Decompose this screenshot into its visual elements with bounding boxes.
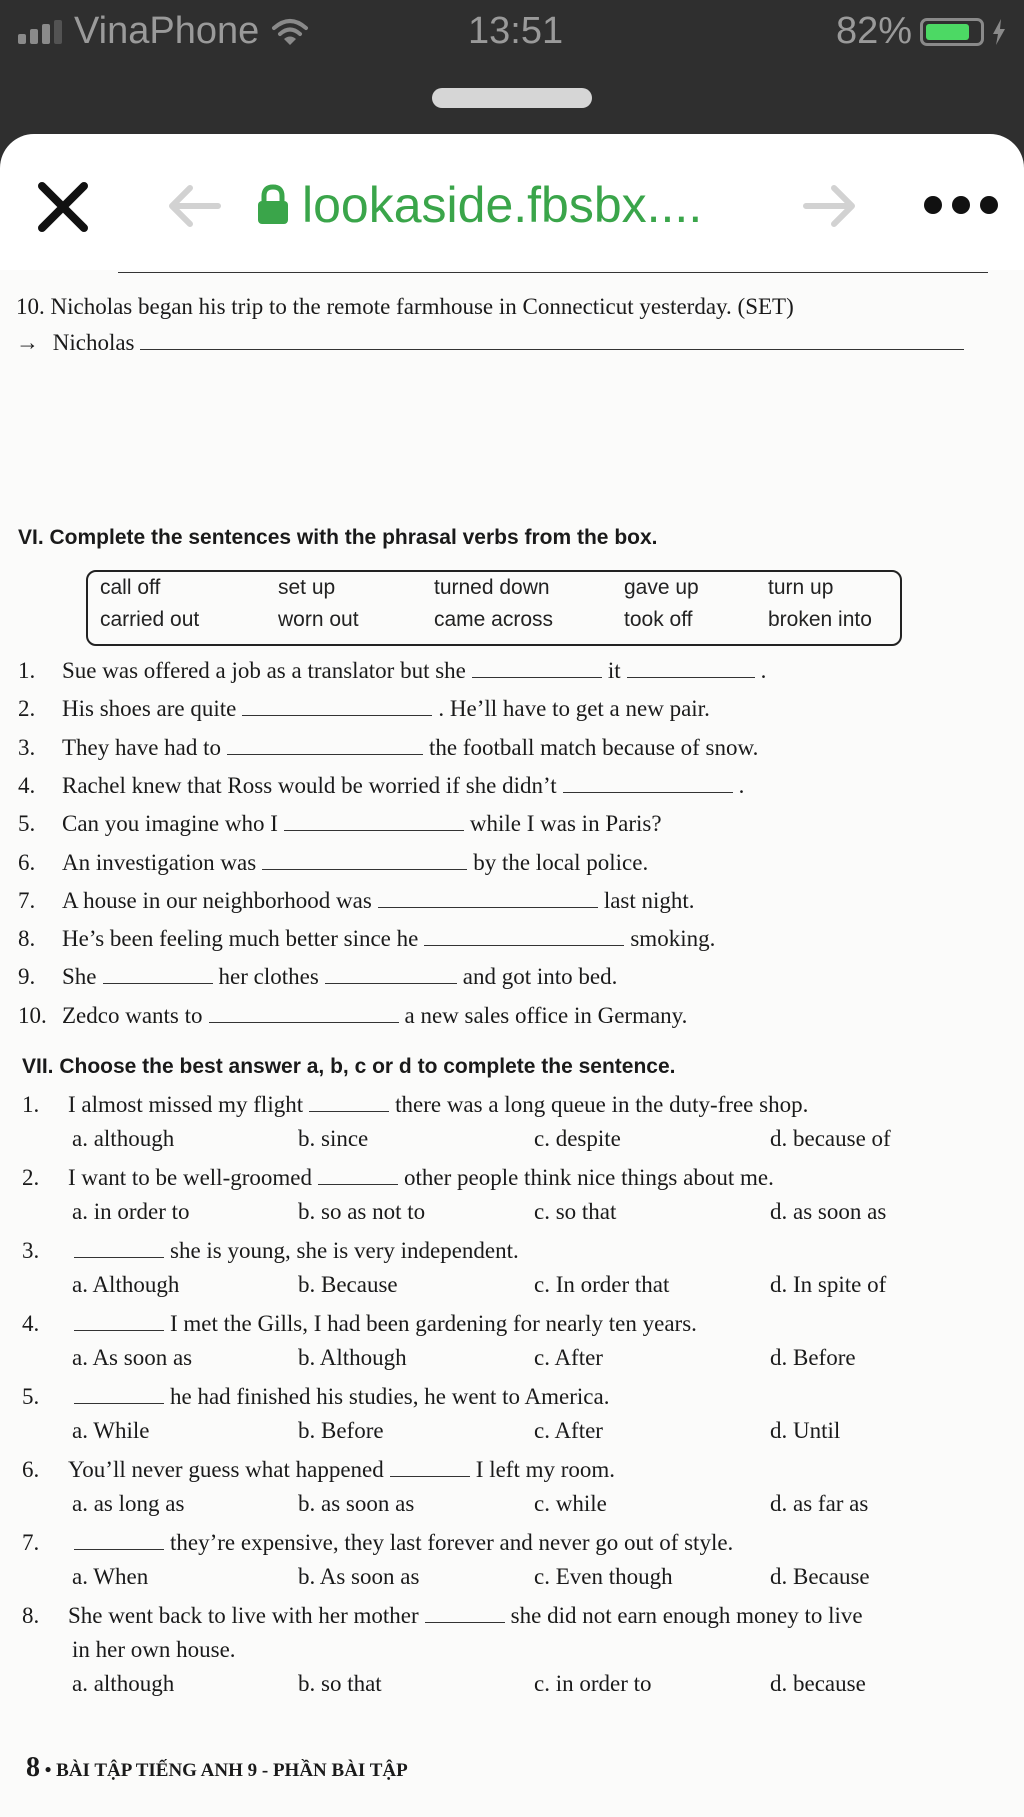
exercise-item: [18, 926, 715, 952]
answer-option[interactable]: c. After: [534, 1345, 603, 1370]
answer-option[interactable]: b. Although: [298, 1345, 407, 1370]
item-number: 4.: [18, 772, 36, 798]
sheet-drag-handle[interactable]: [432, 88, 592, 108]
answer-blank[interactable]: [563, 774, 733, 793]
item-text: His shoes are quite: [62, 696, 237, 722]
question-number: 6.: [22, 1457, 40, 1482]
item-number: 5.: [18, 811, 36, 837]
answer-option[interactable]: b. Because: [298, 1272, 398, 1297]
answer-option[interactable]: b. As soon as: [298, 1564, 420, 1589]
section5-item10: [16, 294, 794, 320]
answer-blank[interactable]: [262, 851, 467, 870]
item-text: her clothes: [218, 964, 319, 990]
item-number: 3.: [18, 734, 36, 760]
status-bar: [0, 0, 1024, 68]
question-text: I left my room.: [475, 1457, 616, 1482]
item-text: Rachel knew that Ross would be worried if she didn’t: [62, 772, 557, 798]
page-footer: [26, 1752, 408, 1784]
answer-blank[interactable]: [424, 927, 624, 946]
answer-option[interactable]: b. Before: [298, 1418, 384, 1443]
box-word: set up: [278, 576, 336, 599]
item-text: She: [62, 964, 97, 990]
item-number: 10.: [18, 1002, 47, 1028]
answer-option[interactable]: a. As soon as: [72, 1345, 193, 1370]
carrier-name: VinaPhone: [74, 10, 260, 52]
box-word: broken into: [768, 608, 872, 631]
question-number: 3.: [22, 1238, 40, 1263]
answer-option[interactable]: a. When: [72, 1564, 149, 1589]
question-text: she is young, she is very independent.: [170, 1238, 519, 1263]
question-continuation: in her own house.: [72, 1637, 236, 1662]
previous-answer-line: [118, 272, 988, 273]
question-text: You’ll never guess what happened: [68, 1457, 384, 1482]
answer-option[interactable]: a. as long as: [72, 1491, 185, 1516]
item-text: smoking.: [630, 926, 716, 952]
answer-option[interactable]: d. Because: [770, 1564, 870, 1589]
question-stem: [22, 1165, 774, 1191]
item-text: . He’ll have to get a new pair.: [438, 696, 710, 722]
url-text: lookaside.fbsbx....: [302, 177, 703, 233]
page-number: 8: [26, 1752, 40, 1783]
question-stem: [22, 1530, 733, 1556]
answer-option[interactable]: a. Although: [72, 1272, 180, 1297]
answer-option[interactable]: c. while: [534, 1491, 607, 1516]
box-word: call off: [100, 576, 161, 599]
answer-blank[interactable]: [74, 1312, 164, 1331]
answer-option[interactable]: b. so that: [298, 1671, 382, 1696]
box-word: carried out: [100, 608, 200, 631]
question-text: other people think nice things about me.: [403, 1165, 774, 1190]
answer-blank[interactable]: [627, 659, 755, 678]
answer-blank[interactable]: [74, 1239, 164, 1258]
answer-blank[interactable]: [242, 697, 432, 716]
answer-blank[interactable]: [318, 1166, 398, 1185]
answer-blank[interactable]: [74, 1531, 164, 1550]
more-options-icon[interactable]: [924, 196, 998, 214]
battery-group: [836, 10, 1006, 53]
question-text: there was a long queue in the duty-free shop.: [395, 1092, 809, 1117]
question-number: 8.: [22, 1603, 40, 1628]
answer-blank[interactable]: [284, 812, 464, 831]
item-number: 9.: [18, 964, 36, 990]
item-text: last night.: [603, 887, 695, 913]
answer-option[interactable]: d. because: [770, 1671, 866, 1696]
status-time: 13:51: [468, 10, 564, 52]
question-stem: [22, 1603, 863, 1629]
item-text: it: [607, 658, 621, 683]
item-text: Can you imagine who I: [62, 811, 278, 837]
question-number: 2.: [22, 1165, 40, 1190]
item-text: He’s been feeling much better since he: [62, 926, 419, 952]
answer-option[interactable]: c. In order that: [534, 1272, 670, 1297]
item-number: 6.: [18, 849, 36, 875]
exercise-item: [18, 658, 766, 684]
question-stem: [22, 1311, 697, 1337]
item-text: by the local police.: [473, 849, 649, 875]
url-display[interactable]: [256, 172, 702, 238]
forward-arrow-icon[interactable]: [800, 176, 862, 236]
phrasal-verb-box: [86, 570, 902, 646]
footer-bullet: •: [44, 1760, 52, 1781]
lock-icon: [256, 184, 290, 226]
question-text: she did not earn enough money to live: [510, 1603, 863, 1628]
box-word: worn out: [278, 608, 359, 631]
book-title: BÀI TẬP TIẾNG ANH 9 - PHẦN BÀI TẬP: [56, 1760, 408, 1781]
item-text: A house in our neighborhood was: [62, 887, 372, 913]
exercise-item: [18, 1003, 687, 1029]
item-text: They have had to: [62, 734, 222, 760]
item-number: 10.: [16, 294, 45, 319]
answer-option[interactable]: a. although: [72, 1126, 175, 1151]
back-arrow-icon[interactable]: [162, 176, 224, 236]
answer-blank[interactable]: [472, 659, 602, 678]
answer-option[interactable]: c. After: [534, 1418, 603, 1443]
question-number: 4.: [22, 1311, 40, 1336]
section7-heading: VII. Choose the best answer a, b, c or d to complete the sentence.: [22, 1055, 676, 1078]
battery-percent: 82%: [835, 10, 912, 52]
answer-option[interactable]: d. as far as: [770, 1491, 869, 1516]
in-app-browser-sheet: [0, 134, 1024, 1817]
answer-option[interactable]: d. as soon as: [770, 1199, 887, 1224]
item-number: 7.: [18, 887, 36, 913]
question-stem: [22, 1092, 808, 1118]
exercise-item: [18, 964, 617, 990]
carrier-group: [18, 10, 309, 53]
answer-option[interactable]: c. Even though: [534, 1564, 673, 1589]
browser-toolbar: [0, 134, 1024, 271]
question-text: they’re expensive, they last forever and never go out of style.: [170, 1530, 734, 1555]
question-text: She went back to live with her mother: [68, 1603, 419, 1628]
question-number: 7.: [22, 1530, 40, 1555]
section5-item10-answer: [16, 330, 964, 356]
question-text: he had finished his studies, he went to America.: [170, 1384, 610, 1409]
question-number: 5.: [22, 1384, 40, 1409]
answer-blank[interactable]: [425, 1604, 505, 1623]
answer-option[interactable]: c. in order to: [534, 1671, 652, 1696]
item-text: while I was in Paris?: [469, 811, 662, 837]
answer-option[interactable]: b. since: [298, 1126, 369, 1151]
answer-option[interactable]: c. so that: [534, 1199, 617, 1224]
item-number: 2.: [18, 696, 36, 722]
answer-option[interactable]: d. Before: [770, 1345, 856, 1370]
answer-blank: [140, 331, 964, 350]
exercise-item: [18, 811, 662, 837]
answer-blank[interactable]: [325, 965, 457, 984]
battery-icon: [920, 18, 984, 46]
question-number: 1.: [22, 1092, 40, 1117]
item-text: a new sales office in Germany.: [404, 1002, 688, 1028]
answer-blank[interactable]: [209, 1004, 399, 1023]
answer-blank[interactable]: [103, 965, 213, 984]
close-icon[interactable]: [34, 178, 92, 236]
answer-option[interactable]: a. While: [72, 1418, 150, 1443]
question-text: I almost missed my flight: [68, 1092, 304, 1117]
answer-option[interactable]: a. although: [72, 1671, 175, 1696]
answer-option[interactable]: c. despite: [534, 1126, 621, 1151]
item-text: .: [738, 772, 745, 798]
question-stem: [22, 1238, 519, 1264]
question-stem: [22, 1457, 615, 1483]
answer-blank[interactable]: [227, 736, 423, 755]
section6-heading: VI. Complete the sentences with the phrasal verbs from the box.: [18, 526, 658, 549]
answer-option[interactable]: d. Until: [770, 1418, 841, 1443]
item-number: 1.: [18, 658, 36, 683]
exercise-item: [18, 888, 695, 914]
exercise-item: [18, 850, 648, 876]
box-word: turned down: [434, 576, 550, 599]
box-word: took off: [624, 608, 693, 631]
box-word: turn up: [768, 576, 834, 599]
item-text: the football match because of snow.: [429, 734, 759, 760]
answer-option[interactable]: a. in order to: [72, 1199, 190, 1224]
box-word: gave up: [624, 576, 699, 599]
answer-start: Nicholas: [52, 330, 135, 355]
answer-option[interactable]: d. In spite of: [770, 1272, 887, 1297]
signal-icon: [18, 20, 62, 44]
answer-blank[interactable]: [390, 1458, 470, 1477]
item-number: 8.: [18, 926, 36, 952]
answer-option[interactable]: b. so as not to: [298, 1199, 426, 1224]
exercise-item: [18, 735, 758, 761]
item-text: Sue was offered a job as a translator but she: [62, 658, 466, 683]
answer-blank[interactable]: [74, 1385, 164, 1404]
answer-blank[interactable]: [309, 1093, 389, 1112]
item-text: Zedco wants to: [62, 1002, 203, 1028]
answer-blank[interactable]: [378, 889, 598, 908]
item-text: Nicholas began his trip to the remote farmhouse in Connecticut yesterday.: [50, 294, 732, 319]
answer-option[interactable]: b. as soon as: [298, 1491, 415, 1516]
question-stem: [22, 1384, 609, 1410]
question-text: I want to be well-groomed: [68, 1165, 312, 1190]
item-cue: (SET): [737, 294, 794, 319]
item-text: .: [760, 658, 767, 683]
box-word: came across: [434, 608, 554, 631]
item-text: An investigation was: [62, 849, 257, 875]
item-text: and got into bed.: [462, 964, 618, 990]
charging-bolt-icon: [992, 19, 1006, 45]
worksheet-page: [0, 270, 1024, 1817]
question-text: I met the Gills, I had been gardening for nearly ten years.: [170, 1311, 697, 1336]
wifi-icon: [271, 17, 309, 47]
exercise-item: [18, 696, 710, 722]
exercise-item: [18, 773, 744, 799]
arrow: →: [16, 330, 39, 355]
battery-fill: [926, 24, 969, 40]
answer-option[interactable]: d. because of: [770, 1126, 891, 1151]
